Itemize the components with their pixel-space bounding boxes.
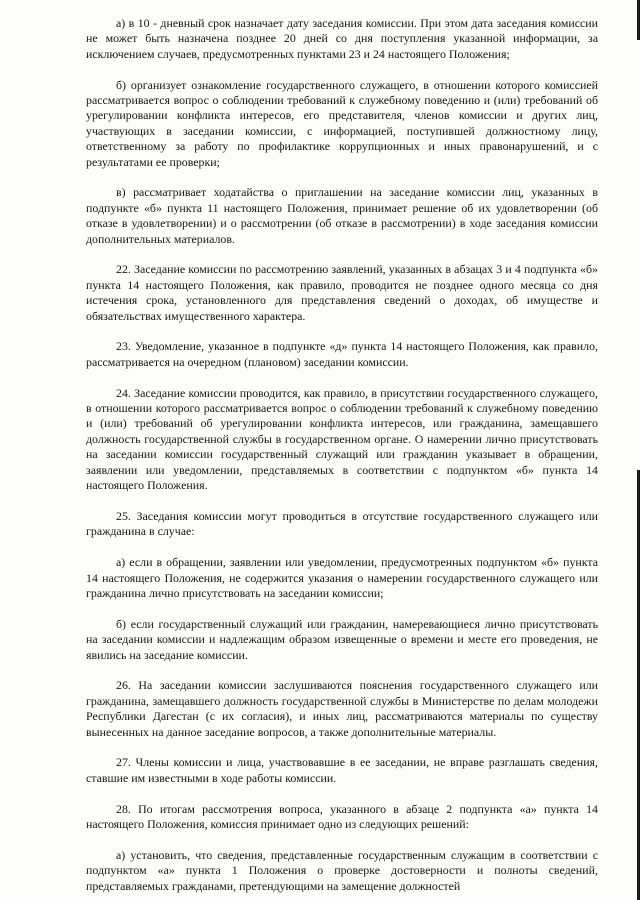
paragraph-24: 24. Заседание комиссии проводится, как правило, в присутствии государственного служащего, в отношении которого рассматривается вопрос о соблюдении требований к служебному поведению и (или) требований об урегулировании конфликта интересов, или гражданина, замещавшего должность государственной службы в государственном органе. О намерении лично присутствовать на заседании комиссии государственный служащий или гражданин указывает в обращении, заявлении или уведомлении, представляемых в соответствии с подпунктом «б» пункта 14 настоящего Положения.	[86, 385, 598, 493]
paragraph-21v: в) рассматривает ходатайства о приглашении на заседание комиссии лиц, указанных в подпункте «б» пункта 11 настоящего Положения, принимает решение об их удовлетворении (об отказе в удовлетворении) и о рассмотрении (об отказе в рассмотрении) в ходе заседания комиссии дополнительных материалов.	[86, 185, 598, 246]
paragraph-21a: а) в 10 - дневный срок назначает дату заседания комиссии. При этом дата заседания комиссии не может быть назначена позднее 20 дней со дня поступления указанной информации, за исключением случаев, предусмотренных пунктами 23 и 24 настоящего Положения;	[86, 16, 598, 61]
paragraph-22: 22. Заседание комиссии по рассмотрению заявлений, указанных в абзацах 3 и 4 подпункта «б» пункта 14 настоящего Положения, как правило, проводится не позднее одного месяца со дня истечения срока, установленного для представления сведений о доходах, об имуществе и обязательствах имущественного характера.	[86, 262, 598, 323]
paragraph-28: 28. По итогам рассмотрения вопроса, указанного в абзаце 2 подпункта «а» пункта 14 настоящего Положения, комиссия принимает одно из следующих решений:	[86, 801, 598, 831]
paragraph-28a: а) установить, что сведения, представленные государственным служащим в соответствии с подпунктом «а» пункта 1 Положения о проверке достоверности и полноты сведений, представляемых гражданами, претендующими на замещение должностей	[86, 847, 598, 893]
paragraph-25a: а) если в обращении, заявлении или уведомлении, предусмотренных подпунктом «б» пункта 14 настоящего Положения, не содержится указания о намерении государственного служащего или гражданина лично присутствовать на заседании комиссии;	[86, 555, 598, 600]
paragraph-23: 23. Уведомление, указанное в подпункте «д» пункта 14 настоящего Положения, как правило, рассматривается на очередном (плановом) заседании комиссии.	[86, 339, 598, 369]
paragraph-27: 27. Члены комиссии и лица, участвовавшие в ее заседании, не вправе разглашать сведения, ставшие им известными в ходе работы комиссии.	[86, 755, 598, 785]
paragraph-25b: б) если государственный служащий или гражданин, намеревающиеся лично присутствовать на заседании комиссии и надлежащим образом извещенные о времени и месте его проведения, не явились на заседание комиссии.	[86, 616, 598, 662]
paragraph-25: 25. Заседания комиссии могут проводиться в отсутствие государственного служащего или гражданина в случае:	[86, 508, 598, 539]
document-body	[86, 16, 598, 900]
paragraph-21b: б) организует ознакомление государственного служащего, в отношении которого комиссией рассматривается вопрос о соблюдении требований к служебному поведению и (или) требований об урегулировании конфликта интересов, его представителя, членов комиссии и других лиц, участвующих в заседании комиссии, с информацией, поступившей должностному лицу, ответственному за работу по профилактике коррупционных и иных правонарушений, и с результатами ее проверки;	[86, 77, 598, 169]
paragraph-26: 26. На заседании комиссии заслушиваются пояснения государственного служащего или гражданина, замещавшего должность государственной службы в Министерстве по делам молодежи Республики Дагестан (с их согласия), и иных лиц, рассматриваются материалы по существу вынесенных на данное заседание вопросов, а также дополнительные материалы.	[86, 678, 598, 739]
